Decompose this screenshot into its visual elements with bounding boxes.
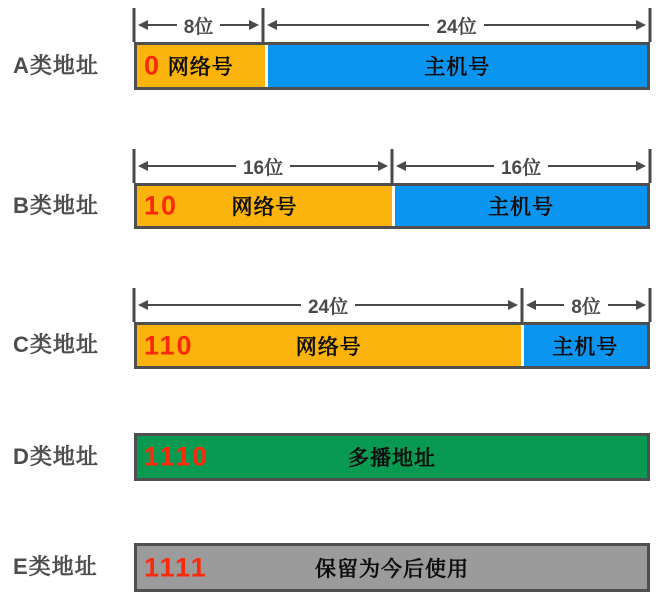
dimension-line	[148, 304, 301, 307]
field-name: 保留为今后使用	[315, 557, 469, 581]
field-name: 主机号	[488, 196, 554, 219]
arrowhead-right-icon	[636, 161, 646, 171]
arrowhead-right-icon	[636, 300, 646, 310]
dimension-8bit	[522, 288, 650, 322]
field-name: 主机号	[552, 335, 619, 359]
dimension-16bit	[392, 149, 650, 183]
multicast-field-segment	[137, 436, 647, 478]
dimension-line	[277, 24, 429, 27]
row-label-class-a: A类地址	[13, 53, 99, 78]
arrowhead-right-icon	[636, 20, 646, 30]
row-label-class-c: C类地址	[13, 332, 99, 357]
dimension-line	[220, 24, 249, 27]
arrowhead-left-icon	[138, 161, 148, 171]
field-name: 网络号	[167, 56, 234, 79]
address-bar-class-b	[134, 183, 650, 229]
dimension-row-c	[134, 288, 650, 322]
arrowhead-right-icon	[249, 20, 259, 30]
bit-width-label: 8位	[183, 16, 214, 38]
field-name: 网络号	[295, 335, 362, 359]
dimension-line	[406, 165, 494, 168]
dimension-8bit	[134, 8, 263, 42]
address-bar-class-c	[134, 322, 650, 369]
bit-width-label: 16位	[242, 157, 284, 179]
dimension-line	[536, 304, 564, 307]
row-label-class-e: E类地址	[13, 554, 98, 579]
field-name: 多播地址	[348, 447, 436, 470]
bit-width-label: 24位	[436, 16, 477, 38]
host-field-segment	[265, 45, 648, 87]
bit-width-label: 8位	[571, 296, 601, 318]
host-field-segment	[521, 325, 647, 366]
arrowhead-left-icon	[138, 20, 148, 30]
dimension-row-b	[134, 149, 650, 183]
dimension-16bit	[134, 149, 392, 183]
dimension-row-a	[134, 8, 650, 42]
arrowhead-left-icon	[267, 20, 277, 30]
field-name: 网络号	[231, 196, 298, 219]
prefix-bits: 10	[144, 190, 179, 221]
dimension-line	[484, 24, 636, 27]
dimension-line	[608, 304, 636, 307]
prefix-bits: 1111	[144, 552, 208, 582]
field-name: 主机号	[424, 56, 491, 79]
arrowhead-right-icon	[508, 300, 518, 310]
dimension-24bit	[134, 288, 522, 322]
network-field-segment	[137, 325, 521, 366]
address-bar-class-e	[134, 543, 650, 592]
address-bar-class-d	[134, 433, 650, 481]
prefix-bits: 1110	[144, 441, 210, 472]
dimension-line	[355, 304, 508, 307]
arrowhead-left-icon	[526, 300, 536, 310]
reserved-field-segment	[137, 546, 647, 589]
dimension-line	[148, 165, 236, 168]
dimension-24bit	[263, 8, 650, 42]
arrowhead-left-icon	[138, 300, 148, 310]
row-label-class-d: D类地址	[13, 444, 99, 469]
dimension-line	[548, 165, 636, 168]
host-field-segment	[392, 186, 647, 226]
prefix-bits: 110	[144, 330, 194, 360]
arrowhead-right-icon	[378, 161, 388, 171]
network-field-segment	[137, 45, 265, 87]
dimension-line	[148, 24, 177, 27]
address-bar-class-a	[134, 42, 650, 90]
row-label-class-b: B类地址	[13, 193, 99, 218]
bit-width-label: 16位	[500, 157, 542, 179]
bit-width-label: 24位	[307, 296, 349, 318]
network-field-segment	[137, 186, 392, 226]
dimension-line	[290, 165, 378, 168]
arrowhead-left-icon	[396, 161, 406, 171]
prefix-bits: 0	[144, 50, 162, 81]
